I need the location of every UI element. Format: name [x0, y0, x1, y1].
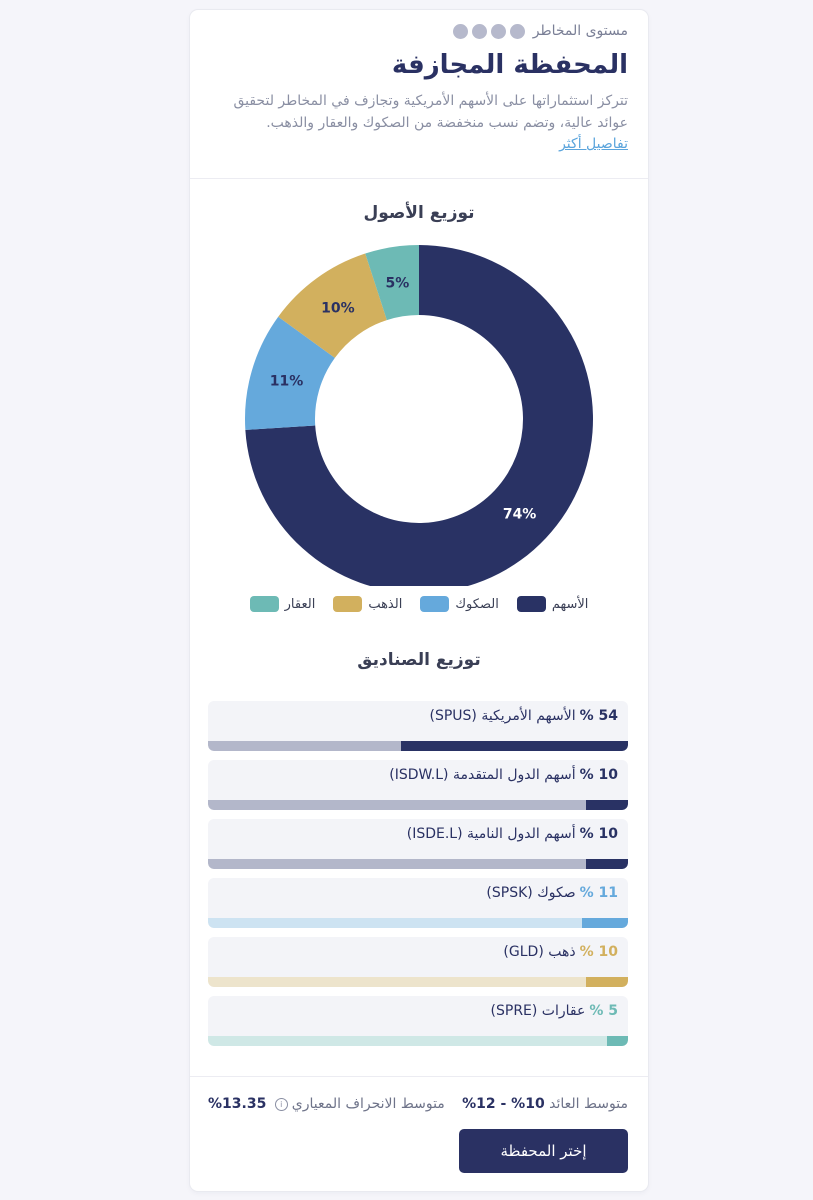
donut-slice-label: 5%: [385, 275, 410, 292]
fund-progress-track: [208, 800, 628, 810]
legend-swatch: [250, 596, 279, 612]
fund-percentage: 10 %: [579, 826, 618, 842]
divider: [190, 178, 648, 179]
choose-portfolio-button[interactable]: إختر المحفظة: [459, 1129, 628, 1173]
portfolio-description: تتركز استثماراتها على الأسهم الأمريكية وتجازف في المخاطر لتحقيق عوائد عالية، وتضم نسب منخفضة من الصكوك والعقار والذهب.: [233, 93, 628, 131]
legend-item: [517, 596, 589, 612]
risk-dot: [453, 24, 468, 39]
fund-name: صكوك (SPSK): [486, 885, 576, 901]
fund-progress-track: [208, 1036, 628, 1046]
portfolio-footer: [190, 1076, 648, 1191]
allocation-legend: [190, 596, 648, 612]
fund-row: [208, 878, 628, 928]
legend-swatch: [333, 596, 362, 612]
std-deviation-label: متوسط الانحراف المعياري: [291, 1096, 445, 1112]
fund-row: [208, 937, 628, 987]
average-return: [462, 1096, 628, 1112]
fund-label: [503, 944, 618, 960]
average-return-value: 10% - 12%: [462, 1096, 545, 1112]
fund-label: [407, 826, 618, 842]
fund-name: عقارات (SPRE): [490, 1003, 586, 1019]
portfolio-card: [190, 10, 648, 1191]
info-icon[interactable]: i: [275, 1098, 288, 1111]
std-deviation-value: 13.35%: [208, 1096, 267, 1112]
fund-percentage: 11 %: [579, 885, 618, 901]
legend-label: الصكوك: [455, 596, 499, 612]
page-title: المحفظة المجازفة: [391, 50, 628, 80]
fund-label: [429, 708, 618, 724]
portfolio-header: [190, 10, 648, 178]
funds-title: توزيع الصناديق: [357, 650, 481, 670]
fund-name: أسهم الدول النامية (ISDE.L): [406, 826, 576, 842]
fund-progress-fill: [586, 859, 628, 869]
fund-name: الأسهم الأمريكية (SPUS): [429, 708, 576, 724]
fund-progress-fill: [401, 741, 628, 751]
average-std-deviation: [208, 1096, 445, 1112]
fund-progress-track: [208, 741, 628, 751]
fund-progress-fill: [586, 977, 628, 987]
donut-slice-label: 10%: [321, 300, 355, 317]
fund-row: [208, 701, 628, 751]
fund-progress-fill: [586, 800, 628, 810]
legend-swatch: [420, 596, 449, 612]
legend-label: الذهب: [368, 596, 403, 612]
fund-name: ذهب (GLD): [503, 944, 576, 960]
fund-row: [208, 819, 628, 869]
risk-level-dots: [453, 24, 525, 39]
fund-label: [486, 885, 618, 901]
risk-level-label: مستوى المخاطر: [532, 23, 628, 39]
allocation-title: توزيع الأصول: [363, 203, 475, 223]
legend-item: [250, 596, 316, 612]
fund-name: أسهم الدول المتقدمة (ISDW.L): [389, 767, 576, 783]
legend-item: [333, 596, 402, 612]
legend-label: الأسهم: [551, 596, 589, 612]
fund-percentage: 5 %: [589, 1003, 618, 1019]
fund-percentage: 54 %: [579, 708, 618, 724]
fund-progress-track: [208, 859, 628, 869]
donut-slice-label: 74%: [502, 506, 537, 523]
fund-row: [208, 760, 628, 810]
fund-percentage: 10 %: [579, 767, 618, 783]
risk-dot: [472, 24, 487, 39]
average-return-label: متوسط العائد: [549, 1096, 628, 1112]
fund-progress-track: [208, 918, 628, 928]
legend-swatch: [517, 596, 546, 612]
risk-dot: [491, 24, 506, 39]
fund-row: [208, 996, 628, 1046]
fund-label: [389, 767, 618, 783]
donut-slice-label: 11%: [269, 373, 304, 390]
fund-progress-track: [208, 977, 628, 987]
risk-dot: [510, 24, 525, 39]
legend-label: العقار: [284, 596, 316, 612]
fund-label: [491, 1003, 618, 1019]
more-details-link[interactable]: تفاصيل أكثر: [559, 136, 628, 152]
fund-percentage: 10 %: [579, 944, 618, 960]
risk-level: [453, 23, 628, 39]
legend-item: [420, 596, 498, 612]
allocation-donut-chart: [190, 218, 648, 586]
fund-progress-fill: [582, 918, 628, 928]
fund-progress-fill: [607, 1036, 628, 1046]
